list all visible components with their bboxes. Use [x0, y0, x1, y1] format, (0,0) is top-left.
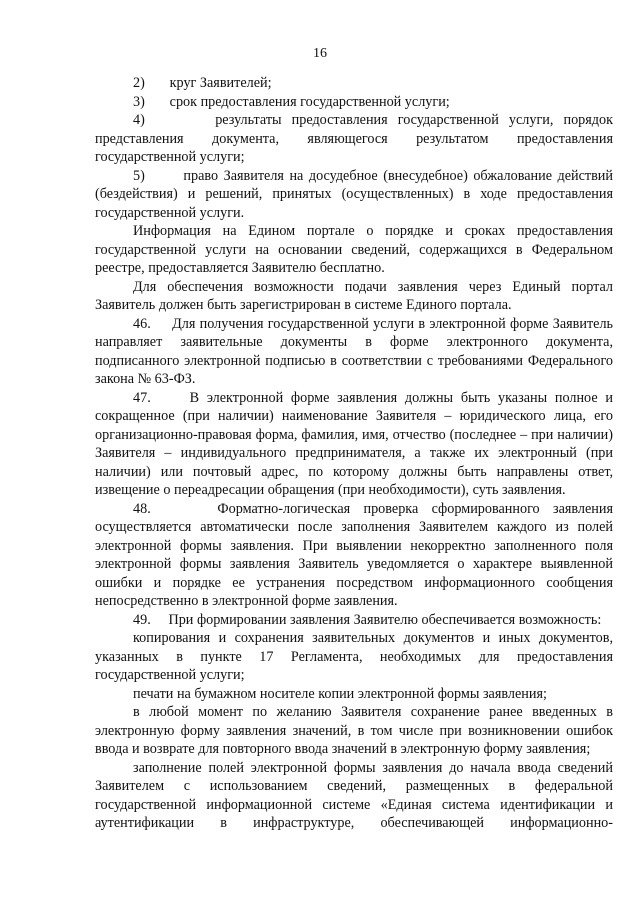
clause-48: 48. Форматно-логическая проверка сформированного заявления осуществляется автоматически после заполнения Заявителем каждого из полей электронной формы заявления. При выявлении некорректно заполненного поля электронной формы заявления Заявитель уведомляется о характере выявленной ошибки и порядке ее устранения посредством информационного сообщения непосредственно в электронной форме заявления. — [95, 500, 613, 609]
page-number: 16 — [313, 46, 327, 61]
paragraph-registration: Для обеспечения возможности подачи заявления через Единый портал Заявитель должен быть зарегистрирован в системе Единого портала. — [95, 278, 613, 313]
list-item-3: 3) срок предоставления государственной услуги; — [133, 93, 450, 110]
clause-46: 46. Для получения государственной услуги в электронной форме Заявитель направляет заявительные документы в форме электронного документа, подписанного электронной подписью в соответствии с требованиями Федерального закона № 63-ФЗ. — [95, 315, 613, 387]
list-item-4: 4) результаты предоставления государственной услуги, порядок представления документа, являющегося результатом предоставления государственной услуги; — [95, 112, 613, 165]
clause-49: 49. При формировании заявления Заявителю обеспечивается возможность: — [133, 611, 602, 628]
list-item-5: 5) право Заявителя на досудебное (внесудебное) обжалование действий (бездействия) и решений, принятых (осуществленных) в ходе предоставления государственной услуги. — [95, 167, 613, 221]
clause-49-item-printing: печати на бумажном носителе копии электронной формы заявления; — [133, 685, 547, 702]
document-body — [95, 74, 613, 833]
clause-47: 47. В электронной форме заявления должны быть указаны полное и сокращенное (при наличии) наименование Заявителя – юридического лица, его организационно-правовая форма, фамилия, имя, отчество (последнее – при наличии) Заявителя – индивидуального предпринимателя, а также их электронный (при наличии) или почтовый адрес, по которому должны быть направлены ответ, извещение о переадресации обращения (при необходимости), суть заявления. — [95, 389, 613, 498]
paragraph-portal-info: Информация на Едином портале о порядке и сроках предоставления государственной услуги на основании сведений, содержащихся в Федеральном реестре, предоставляется Заявителю бесплатно. — [95, 223, 613, 276]
clause-49-item-prefill: заполнение полей электронной формы заявления до начала ввода сведений Заявителем с использованием сведений, размещенных в федеральной государственной информационной системе «Единая система идентификации и аутентификации в инфраструктуре, обеспечивающей информационно- — [95, 759, 613, 831]
clause-49-item-saving: в любой момент по желанию Заявителя сохранение ранее введенных в электронную форму заявления значений, в том числе при возникновении ошибок ввода и возврате для повторного ввода значений в электронную форму заявления; — [95, 704, 613, 757]
list-item-2: 2) круг Заявителей; — [133, 75, 272, 91]
clause-49-item-copying: копирования и сохранения заявительных документов и иных документов, указанных в пункте 17 Регламента, необходимых для предоставления государственной услуги; — [95, 630, 613, 683]
